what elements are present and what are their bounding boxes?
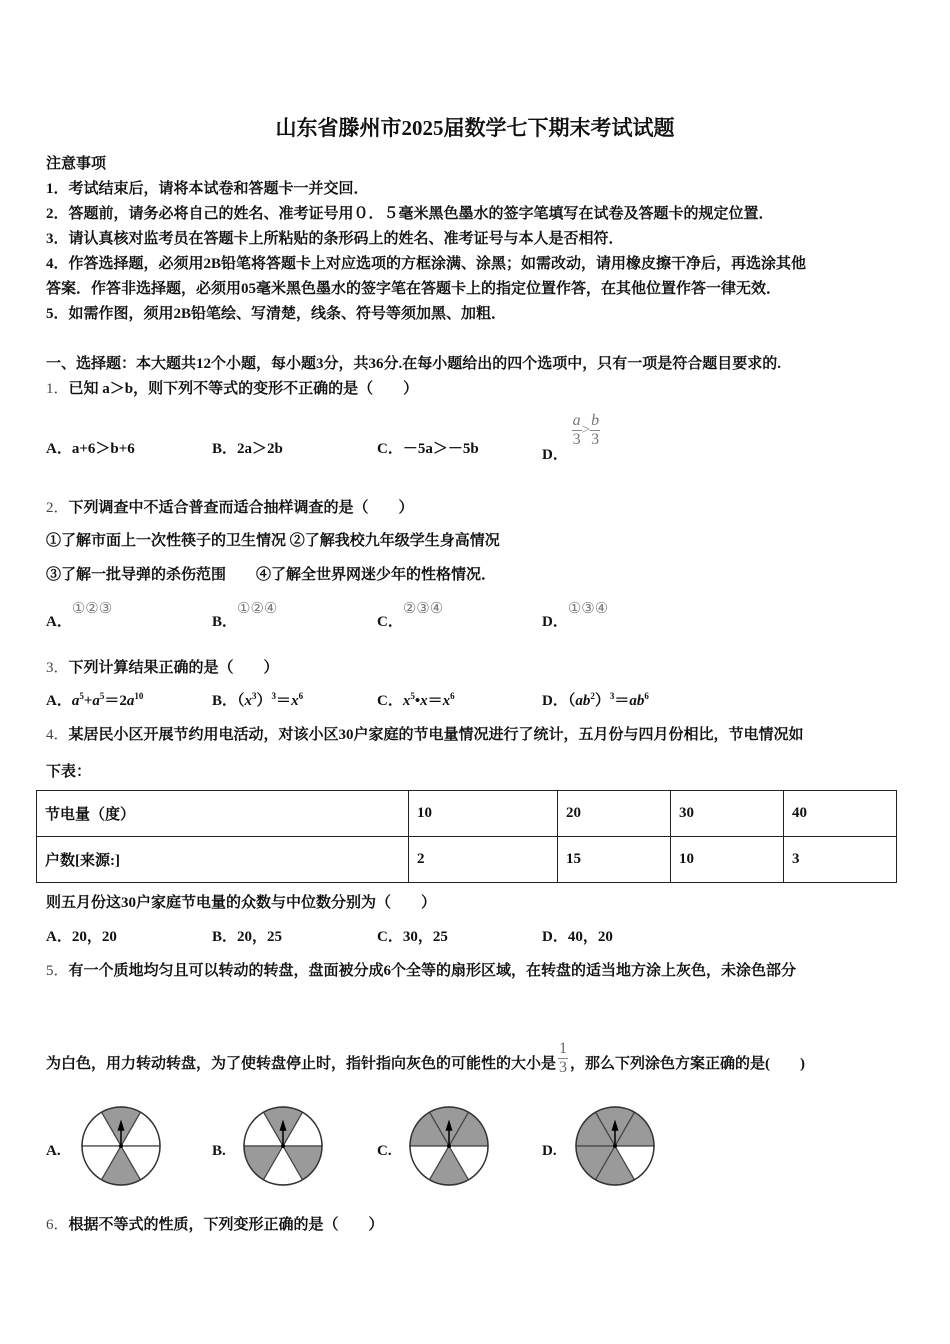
q3-option-c: C．$x^5•x=x^6$ (377, 691, 455, 709)
data-table (36, 790, 897, 883)
question-3: 3．下列计算结果正确的是（ ） (46, 660, 279, 676)
spinner-wheel (80, 1105, 162, 1187)
pivot-dot (119, 1144, 123, 1148)
fraction: $\frac{a}{3}$ (572, 412, 581, 448)
question-5: 5．有一个质地均匀且可以转动的转盘，盘面被分成6个全等的扇形区域，在转盘的适当地方涂上灰色，未涂色部分 (46, 963, 797, 979)
q5-option-label: B. (212, 1143, 226, 1159)
q4-option-b: B．20，25 (212, 929, 283, 945)
notice-item: 4．作答选择题，必须用2B铅笔将答题卡上对应选项的方框涂满、涂黑；如需改动，请用橡皮擦干净后，再选涂其他 (46, 256, 807, 272)
q4-question: 则五月份这30户家庭节电量的众数与中位数分别为（ ） (46, 895, 437, 911)
notice-item: 1．考试结束后，请将本试卷和答题卡一并交回． (46, 181, 369, 197)
q4-option-c: C．30，25 (377, 929, 448, 945)
q2-option-d: D．①③④ (542, 601, 609, 630)
spinner-wheel (242, 1105, 324, 1187)
question-1: 1．已知 a＞b，则下列不等式的变形不正确的是（ ） (46, 381, 419, 397)
pivot-dot (281, 1144, 285, 1148)
q1-option-c: C．－5a＞－5b (377, 441, 479, 457)
pivot-dot (613, 1144, 617, 1148)
spinner-wheel (408, 1105, 490, 1187)
q3-option-a: A．$a^5+a^5=2a^{10}$ (46, 691, 144, 709)
notice-heading: 注意事项 (46, 156, 107, 172)
notice-item: 2．答题前，请务必将自己的姓名、准考证号用０．５毫米黑色墨水的签字笔填写在试卷及答题卡的规定位置． (46, 206, 774, 222)
q2-statement: ③了解一批导弹的杀伤范围 ④了解全世界网迷少年的性格情况． (46, 567, 497, 583)
q1-option-a: A．a+6＞b+6 (46, 441, 135, 457)
q3-option-d: D．$(ab^2)^3=ab^6$ (542, 691, 649, 709)
q2-option-c: C．②③④ (377, 601, 444, 630)
spinner-wheel (574, 1105, 656, 1187)
table-row: 户数[来源:] 2 15 10 3 (37, 837, 897, 883)
q2-option-b: B．①②④ (212, 601, 278, 630)
q4-option-a: A．20，20 (46, 929, 117, 945)
notice-item: 3．请认真核对监考员在答题卡上所粘贴的条形码上的姓名、准考证号与本人是否相符． (46, 231, 624, 247)
q4-option-d: D．40，20 (542, 929, 613, 945)
q1-option-d: D． $\frac{a}{3}$ > $\frac{b}{3}$ (542, 412, 600, 463)
question-2: 2．下列调查中不适合普查而适合抽样调查的是（ ） (46, 500, 414, 516)
notice-item: 5．如需作图，须用2B铅笔绘、写清楚，线条、符号等须加黑、加粗． (46, 306, 507, 322)
question-5-cont: 为白色，用力转动转盘，为了使转盘停止时，指针指向灰色的可能性的大小是 $\frac{1}{3}$ ，那么下列涂色方案正确的是( ) (46, 1040, 806, 1076)
question-6: 6．根据不等式的性质，下列变形正确的是（ ） (46, 1217, 384, 1233)
q1-option-b: B．2a＞2b (212, 441, 283, 457)
page-title: 山东省滕州市2025届数学七下期末考试试题 (275, 116, 675, 140)
q5-option-label: D. (542, 1143, 557, 1159)
q5-option-label: A. (46, 1143, 61, 1159)
q3-option-b: B．$(x^3)^3=x^6$ (212, 691, 304, 709)
fraction: $\frac{b}{3}$ (591, 412, 600, 448)
notice-item: 答案．作答非选择题，必须用05毫米黑色墨水的签字笔在答题卡上的指定位置作答，在其他位置作答一律无效． (46, 281, 782, 297)
table-row: 节电量（度） 10 20 30 40 (37, 791, 897, 837)
pivot-dot (447, 1144, 451, 1148)
question-4: 4．某居民小区开展节约用电活动，对该小区30户家庭的节电量情况进行了统计，五月份与四月份相比，节电情况如 (46, 727, 804, 743)
section-heading: 一、选择题：本大题共12个小题，每小题3分，共36分.在每小题给出的四个选项中，只有一项是符合题目要求的. (46, 356, 782, 372)
question-4-cont: 下表： (46, 764, 92, 780)
q2-statement: ①了解市面上一次性筷子的卫生情况 ②了解我校九年级学生身高情况 (46, 533, 500, 549)
q2-option-a: A．①②③ (46, 601, 113, 630)
q5-option-label: C. (377, 1143, 392, 1159)
